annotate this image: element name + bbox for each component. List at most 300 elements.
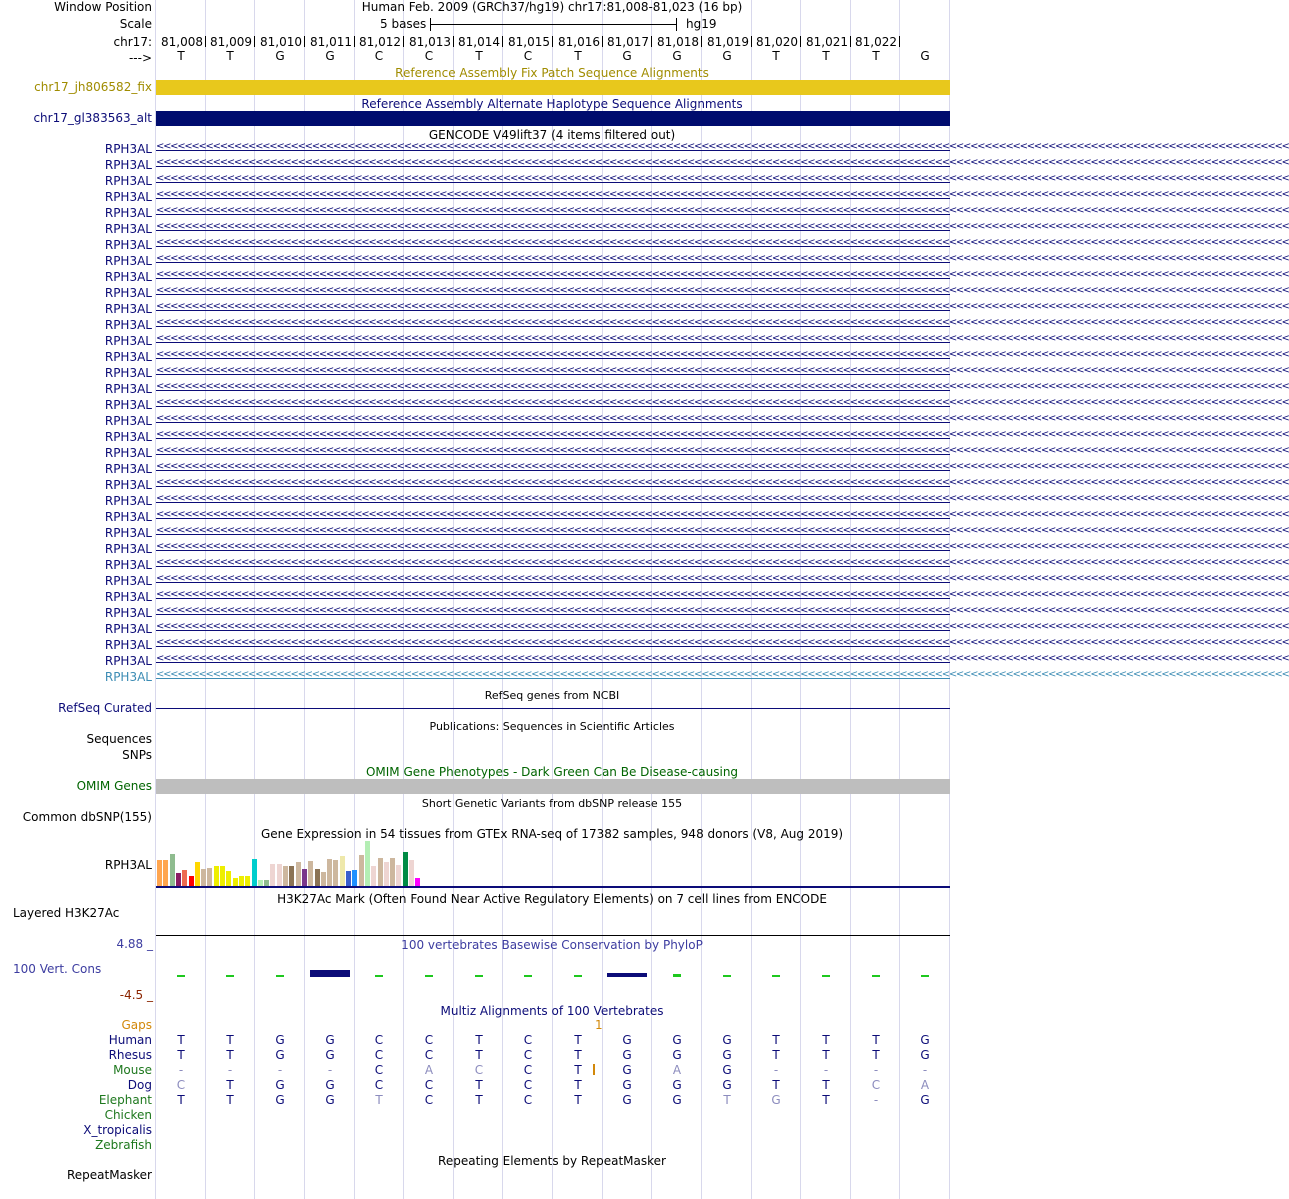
gene-strand-arrows: <<<<<<<<<<<<<<<<<<<<<<<<<<<<<<<<<<<<<<<<<<<<<<<<<<<<<<<<<<<<<<<<<<<<<<<<<<<<<<<<<<<<<<<<<<<<<<<<<<<<<<<<<<<<<<<<<<<<<<<<<<<<<<<<<<<<<<<<<<<<<<<<<<<<<<<<<<<<<<<< [156, 301, 1289, 312]
h3k27ac-track-label[interactable]: Layered H3K27Ac [13, 906, 120, 920]
gene-strand-arrows: <<<<<<<<<<<<<<<<<<<<<<<<<<<<<<<<<<<<<<<<<<<<<<<<<<<<<<<<<<<<<<<<<<<<<<<<<<<<<<<<<<<<<<<<<<<<<<<<<<<<<<<<<<<<<<<<<<<<<<<<<<<<<<<<<<<<<<<<<<<<<<<<<<<<<<<<<<<<<<<< [156, 445, 1289, 456]
gencode-gene-feature[interactable] [156, 157, 1289, 172]
gencode-gene-label[interactable]: RPH3AL [104, 206, 152, 220]
multiz-base: T [375, 1093, 383, 1107]
gtex-tissue-bar[interactable] [258, 880, 263, 886]
gene-strand-arrows: <<<<<<<<<<<<<<<<<<<<<<<<<<<<<<<<<<<<<<<<<<<<<<<<<<<<<<<<<<<<<<<<<<<<<<<<<<<<<<<<<<<<<<<<<<<<<<<<<<<<<<<<<<<<<<<<<<<<<<<<<<<<<<<<<<<<<<<<<<<<<<<<<<<<<<<<<<<<<<<< [156, 509, 1289, 520]
phylop-score-mark [772, 975, 780, 977]
h3k27ac-track-title: H3K27Ac Mark (Often Found Near Active Regulatory Elements) on 7 cell lines from ENCODE [277, 892, 827, 906]
gene-strand-arrows: <<<<<<<<<<<<<<<<<<<<<<<<<<<<<<<<<<<<<<<<<<<<<<<<<<<<<<<<<<<<<<<<<<<<<<<<<<<<<<<<<<<<<<<<<<<<<<<<<<<<<<<<<<<<<<<<<<<<<<<<<<<<<<<<<<<<<<<<<<<<<<<<<<<<<<<<<<<<<<<< [156, 221, 1289, 232]
gene-strand-arrows: <<<<<<<<<<<<<<<<<<<<<<<<<<<<<<<<<<<<<<<<<<<<<<<<<<<<<<<<<<<<<<<<<<<<<<<<<<<<<<<<<<<<<<<<<<<<<<<<<<<<<<<<<<<<<<<<<<<<<<<<<<<<<<<<<<<<<<<<<<<<<<<<<<<<<<<<<<<<<<<< [156, 557, 1289, 568]
gencode-gene-label[interactable]: RPH3AL [104, 430, 152, 444]
ruler-tick [403, 36, 404, 47]
ruler-position-label: 81,013 [409, 35, 451, 49]
refseq-track-title: RefSeq genes from NCBI [484, 689, 620, 702]
refseq-track-label[interactable]: RefSeq Curated [58, 701, 152, 715]
ruler-base: G [672, 49, 682, 63]
multiz-base: T [475, 1078, 483, 1092]
gtex-tissue-bar[interactable] [390, 858, 395, 886]
phylop-max-label: 4.88 _ [116, 937, 153, 951]
ruler-base: G [920, 49, 930, 63]
gencode-gene-label[interactable]: RPH3AL [104, 142, 152, 156]
ruler-base: G [275, 49, 285, 63]
scale-text: 5 bases [380, 17, 427, 31]
gtex-tissue-bar[interactable] [308, 861, 313, 886]
multiz-base: T [772, 1033, 780, 1047]
gtex-tissue-bar[interactable] [371, 866, 376, 886]
gencode-gene-feature[interactable] [156, 381, 1289, 396]
multiz-base: - [178, 1063, 184, 1077]
gencode-gene-label[interactable]: RPH3AL [104, 558, 152, 572]
multiz-base: C [424, 1033, 434, 1047]
gencode-gene-feature[interactable] [156, 333, 1289, 348]
gene-strand-arrows: <<<<<<<<<<<<<<<<<<<<<<<<<<<<<<<<<<<<<<<<<<<<<<<<<<<<<<<<<<<<<<<<<<<<<<<<<<<<<<<<<<<<<<<<<<<<<<<<<<<<<<<<<<<<<<<<<<<<<<<<<<<<<<<<<<<<<<<<<<<<<<<<<<<<<<<<<<<<<<<< [156, 621, 1289, 632]
ruler-tick [254, 36, 255, 47]
multiz-base: T [772, 1078, 780, 1092]
omim-track-title: OMIM Gene Phenotypes - Dark Green Can Be Disease-causing [365, 765, 739, 779]
ruler-position-label: 81,011 [310, 35, 352, 49]
ruler-position-label: 81,019 [707, 35, 749, 49]
gtex-tissue-bar[interactable] [283, 866, 288, 886]
gtex-tissue-bar[interactable] [321, 872, 326, 886]
gene-strand-arrows: <<<<<<<<<<<<<<<<<<<<<<<<<<<<<<<<<<<<<<<<<<<<<<<<<<<<<<<<<<<<<<<<<<<<<<<<<<<<<<<<<<<<<<<<<<<<<<<<<<<<<<<<<<<<<<<<<<<<<<<<<<<<<<<<<<<<<<<<<<<<<<<<<<<<<<<<<<<<<<<< [156, 365, 1289, 376]
gene-strand-arrows: <<<<<<<<<<<<<<<<<<<<<<<<<<<<<<<<<<<<<<<<<<<<<<<<<<<<<<<<<<<<<<<<<<<<<<<<<<<<<<<<<<<<<<<<<<<<<<<<<<<<<<<<<<<<<<<<<<<<<<<<<<<<<<<<<<<<<<<<<<<<<<<<<<<<<<<<<<<<<<<< [156, 541, 1289, 552]
gencode-gene-feature[interactable] [156, 141, 1289, 156]
gencode-gene-feature[interactable] [156, 301, 1289, 316]
ruler-base: T [872, 49, 880, 63]
gtex-tissue-bar[interactable] [352, 870, 357, 886]
multiz-base: G [771, 1093, 781, 1107]
multiz-species-label[interactable]: Elephant [98, 1093, 152, 1107]
multiz-base: C [374, 1078, 384, 1092]
gencode-gene-label[interactable]: RPH3AL [104, 318, 152, 332]
ruler-tick [899, 36, 900, 47]
multiz-base: C [374, 1063, 384, 1077]
phylop-score-mark [822, 975, 830, 977]
gene-strand-arrows: <<<<<<<<<<<<<<<<<<<<<<<<<<<<<<<<<<<<<<<<<<<<<<<<<<<<<<<<<<<<<<<<<<<<<<<<<<<<<<<<<<<<<<<<<<<<<<<<<<<<<<<<<<<<<<<<<<<<<<<<<<<<<<<<<<<<<<<<<<<<<<<<<<<<<<<<<<<<<<<< [156, 461, 1289, 472]
ruler-base: T [822, 49, 830, 63]
h3k27ac-baseline [156, 935, 950, 936]
gtex-tissue-bar[interactable] [296, 862, 301, 886]
gtex-tissue-bar[interactable] [201, 869, 206, 886]
publications-track-title: Publications: Sequences in Scientific Articles [429, 720, 675, 733]
multiz-base: T [475, 1093, 483, 1107]
ruler-position-label: 81,012 [359, 35, 401, 49]
gene-strand-arrows: <<<<<<<<<<<<<<<<<<<<<<<<<<<<<<<<<<<<<<<<<<<<<<<<<<<<<<<<<<<<<<<<<<<<<<<<<<<<<<<<<<<<<<<<<<<<<<<<<<<<<<<<<<<<<<<<<<<<<<<<<<<<<<<<<<<<<<<<<<<<<<<<<<<<<<<<<<<<<<<< [156, 237, 1289, 248]
gencode-gene-label[interactable]: RPH3AL [104, 462, 152, 476]
multiz-base: G [672, 1048, 682, 1062]
multiz-base: T [475, 1033, 483, 1047]
multiz-base: T [574, 1078, 582, 1092]
gtex-tissue-bar[interactable] [207, 868, 212, 886]
gencode-gene-label[interactable]: RPH3AL [104, 542, 152, 556]
gencode-gene-label[interactable]: RPH3AL [104, 270, 152, 284]
ruler-position-label: 81,017 [607, 35, 649, 49]
multiz-base: T [574, 1093, 582, 1107]
multiz-species-label[interactable]: Dog [127, 1078, 152, 1092]
multiz-base: A [672, 1063, 682, 1077]
gene-strand-arrows: <<<<<<<<<<<<<<<<<<<<<<<<<<<<<<<<<<<<<<<<<<<<<<<<<<<<<<<<<<<<<<<<<<<<<<<<<<<<<<<<<<<<<<<<<<<<<<<<<<<<<<<<<<<<<<<<<<<<<<<<<<<<<<<<<<<<<<<<<<<<<<<<<<<<<<<<<<<<<<<< [156, 349, 1289, 360]
scale-bar [430, 24, 677, 25]
multiz-base: A [920, 1078, 930, 1092]
omim-gene-bar[interactable] [156, 779, 950, 794]
scale-bar-left-cap [430, 18, 431, 31]
gtex-tissue-bar[interactable] [289, 866, 294, 886]
multiz-base: T [872, 1048, 880, 1062]
gene-strand-arrows: <<<<<<<<<<<<<<<<<<<<<<<<<<<<<<<<<<<<<<<<<<<<<<<<<<<<<<<<<<<<<<<<<<<<<<<<<<<<<<<<<<<<<<<<<<<<<<<<<<<<<<<<<<<<<<<<<<<<<<<<<<<<<<<<<<<<<<<<<<<<<<<<<<<<<<<<<<<<<<<< [156, 637, 1289, 648]
ruler-base: T [226, 49, 234, 63]
phylop-score-mark [673, 974, 681, 977]
track-data-pane [156, 0, 1289, 1199]
gencode-gene-feature[interactable] [156, 541, 1289, 556]
alt-haplotype-track-title: Reference Assembly Alternate Haplotype Sequence Alignments [361, 97, 743, 111]
gtex-tissue-bar[interactable] [157, 860, 162, 886]
gtex-gene-label[interactable]: RPH3AL [104, 858, 152, 872]
ruler-tick [304, 36, 305, 47]
gtex-tissue-bar[interactable] [195, 862, 200, 886]
multiz-base: G [325, 1093, 335, 1107]
gencode-gene-label[interactable]: RPH3AL [104, 478, 152, 492]
ruler-base: T [772, 49, 780, 63]
ruler-base: C [374, 49, 384, 63]
multiz-species-label[interactable]: Zebrafish [95, 1138, 152, 1152]
gencode-gene-label[interactable]: RPH3AL [104, 526, 152, 540]
fix-patch-track-label[interactable]: chr17_jh806582_fix [34, 80, 152, 94]
gene-strand-arrows: <<<<<<<<<<<<<<<<<<<<<<<<<<<<<<<<<<<<<<<<<<<<<<<<<<<<<<<<<<<<<<<<<<<<<<<<<<<<<<<<<<<<<<<<<<<<<<<<<<<<<<<<<<<<<<<<<<<<<<<<<<<<<<<<<<<<<<<<<<<<<<<<<<<<<<<<<<<<<<<< [156, 669, 1289, 680]
fix-patch-track-title: Reference Assembly Fix Patch Sequence Alignments [395, 66, 709, 80]
multiz-base: - [922, 1063, 928, 1077]
gencode-gene-label[interactable]: RPH3AL [104, 238, 152, 252]
ruler-base: T [574, 49, 582, 63]
gene-strand-arrows: <<<<<<<<<<<<<<<<<<<<<<<<<<<<<<<<<<<<<<<<<<<<<<<<<<<<<<<<<<<<<<<<<<<<<<<<<<<<<<<<<<<<<<<<<<<<<<<<<<<<<<<<<<<<<<<<<<<<<<<<<<<<<<<<<<<<<<<<<<<<<<<<<<<<<<<<<<<<<<<< [156, 413, 1289, 424]
ruler-base: C [424, 49, 434, 63]
multiz-base: G [325, 1033, 335, 1047]
ruler-position-label: 81,016 [558, 35, 600, 49]
multiz-base: C [424, 1048, 434, 1062]
multiz-base: T [822, 1048, 830, 1062]
gtex-tissue-bar[interactable] [396, 865, 401, 886]
gtex-tissue-bar[interactable] [359, 855, 364, 886]
multiz-base: G [622, 1048, 632, 1062]
gtex-tissue-bar[interactable] [264, 880, 269, 886]
gencode-gene-label[interactable]: RPH3AL [104, 174, 152, 188]
gap-count: 1 [595, 1018, 603, 1032]
phylop-score-mark [310, 970, 350, 977]
gene-strand-arrows: <<<<<<<<<<<<<<<<<<<<<<<<<<<<<<<<<<<<<<<<<<<<<<<<<<<<<<<<<<<<<<<<<<<<<<<<<<<<<<<<<<<<<<<<<<<<<<<<<<<<<<<<<<<<<<<<<<<<<<<<<<<<<<<<<<<<<<<<<<<<<<<<<<<<<<<<<<<<<<<< [156, 285, 1289, 296]
ruler-tick [751, 36, 752, 47]
phylop-score-mark [872, 975, 880, 977]
gencode-gene-feature[interactable] [156, 397, 1289, 412]
multiz-species-label[interactable]: X_tropicalis [83, 1123, 152, 1137]
gencode-gene-label[interactable]: RPH3AL [104, 446, 152, 460]
ruler-tick [701, 36, 702, 47]
gencode-gene-label[interactable]: RPH3AL [104, 398, 152, 412]
gene-strand-arrows: <<<<<<<<<<<<<<<<<<<<<<<<<<<<<<<<<<<<<<<<<<<<<<<<<<<<<<<<<<<<<<<<<<<<<<<<<<<<<<<<<<<<<<<<<<<<<<<<<<<<<<<<<<<<<<<<<<<<<<<<<<<<<<<<<<<<<<<<<<<<<<<<<<<<<<<<<<<<<<<< [156, 269, 1289, 280]
gencode-gene-label[interactable]: RPH3AL [104, 190, 152, 204]
multiz-base: T [226, 1093, 234, 1107]
multiz-base: C [523, 1078, 533, 1092]
gencode-gene-label[interactable]: RPH3AL [104, 638, 152, 652]
multiz-base: T [574, 1063, 582, 1077]
gencode-gene-feature[interactable] [156, 605, 1289, 620]
multiz-species-label[interactable]: Rhesus [108, 1048, 152, 1062]
gap-insertion-mark [593, 1064, 595, 1075]
gtex-track-title: Gene Expression in 54 tissues from GTEx RNA-seq of 17382 samples, 948 donors (V8, Aug 2019) [260, 827, 844, 841]
ruler-position-label: 81,022 [855, 35, 897, 49]
gencode-gene-label[interactable]: RPH3AL [104, 670, 152, 684]
ruler-tick [205, 36, 206, 47]
phylop-track-title: 100 vertebrates Basewise Conservation by PhyloP [401, 938, 703, 952]
gencode-gene-label[interactable]: RPH3AL [104, 286, 152, 300]
phylop-score-mark [425, 975, 433, 977]
gtex-tissue-bar[interactable] [302, 869, 307, 886]
window-position-label: Window Position [54, 0, 152, 14]
gtex-tissue-bar[interactable] [340, 856, 345, 886]
gencode-gene-feature[interactable] [156, 285, 1289, 300]
gene-strand-arrows: <<<<<<<<<<<<<<<<<<<<<<<<<<<<<<<<<<<<<<<<<<<<<<<<<<<<<<<<<<<<<<<<<<<<<<<<<<<<<<<<<<<<<<<<<<<<<<<<<<<<<<<<<<<<<<<<<<<<<<<<<<<<<<<<<<<<<<<<<<<<<<<<<<<<<<<<<<<<<<<< [156, 157, 1289, 168]
gencode-gene-label[interactable]: RPH3AL [104, 414, 152, 428]
ruler-tick [651, 36, 652, 47]
gtex-tissue-bar[interactable] [409, 860, 414, 886]
gencode-gene-label[interactable]: RPH3AL [104, 158, 152, 172]
gene-strand-arrows: <<<<<<<<<<<<<<<<<<<<<<<<<<<<<<<<<<<<<<<<<<<<<<<<<<<<<<<<<<<<<<<<<<<<<<<<<<<<<<<<<<<<<<<<<<<<<<<<<<<<<<<<<<<<<<<<<<<<<<<<<<<<<<<<<<<<<<<<<<<<<<<<<<<<<<<<<<<<<<<< [156, 205, 1289, 216]
gtex-tissue-bar[interactable] [239, 876, 244, 886]
ruler-position-label: 81,014 [458, 35, 500, 49]
gencode-gene-label[interactable]: RPH3AL [104, 350, 152, 364]
gencode-gene-feature[interactable] [156, 173, 1289, 188]
multiz-base: - [823, 1063, 829, 1077]
multiz-base: C [374, 1033, 384, 1047]
alt-haplotype-alignment-bar[interactable] [156, 111, 950, 126]
gtex-tissue-bar[interactable] [378, 858, 383, 886]
gencode-gene-feature[interactable] [156, 349, 1289, 364]
dbsnp-track-label[interactable]: Common dbSNP(155) [22, 810, 152, 824]
multiz-base: G [672, 1093, 682, 1107]
omim-track-label[interactable]: OMIM Genes [76, 779, 152, 793]
phylop-score-mark [475, 975, 483, 977]
ruler-base: T [475, 49, 483, 63]
gencode-gene-label[interactable]: RPH3AL [104, 606, 152, 620]
multiz-base: G [722, 1078, 732, 1092]
gene-strand-arrows: <<<<<<<<<<<<<<<<<<<<<<<<<<<<<<<<<<<<<<<<<<<<<<<<<<<<<<<<<<<<<<<<<<<<<<<<<<<<<<<<<<<<<<<<<<<<<<<<<<<<<<<<<<<<<<<<<<<<<<<<<<<<<<<<<<<<<<<<<<<<<<<<<<<<<<<<<<<<<<<< [156, 493, 1289, 504]
gtex-tissue-bar[interactable] [226, 871, 231, 886]
multiz-species-label[interactable]: Mouse [113, 1063, 152, 1077]
gene-strand-arrows: <<<<<<<<<<<<<<<<<<<<<<<<<<<<<<<<<<<<<<<<<<<<<<<<<<<<<<<<<<<<<<<<<<<<<<<<<<<<<<<<<<<<<<<<<<<<<<<<<<<<<<<<<<<<<<<<<<<<<<<<<<<<<<<<<<<<<<<<<<<<<<<<<<<<<<<<<<<<<<<< [156, 429, 1289, 440]
multiz-base: G [722, 1048, 732, 1062]
gencode-gene-feature[interactable] [156, 413, 1289, 428]
multiz-base: T [574, 1048, 582, 1062]
multiz-base: C [523, 1033, 533, 1047]
gene-strand-arrows: <<<<<<<<<<<<<<<<<<<<<<<<<<<<<<<<<<<<<<<<<<<<<<<<<<<<<<<<<<<<<<<<<<<<<<<<<<<<<<<<<<<<<<<<<<<<<<<<<<<<<<<<<<<<<<<<<<<<<<<<<<<<<<<<<<<<<<<<<<<<<<<<<<<<<<<<<<<<<<<< [156, 605, 1289, 616]
gtex-tissue-bar[interactable] [252, 859, 257, 886]
multiz-base: G [622, 1033, 632, 1047]
gencode-gene-feature[interactable] [156, 477, 1289, 492]
gencode-gene-feature[interactable] [156, 525, 1289, 540]
multiz-base: - [277, 1063, 283, 1077]
multiz-base: T [872, 1033, 880, 1047]
phylop-score-mark [921, 975, 929, 977]
strand-label: ---> [128, 51, 152, 65]
multiz-base: - [773, 1063, 779, 1077]
gencode-gene-feature[interactable] [156, 317, 1289, 332]
gtex-tissue-bar[interactable] [327, 859, 332, 886]
ruler-position-label: 81,021 [806, 35, 848, 49]
gtex-tissue-bar[interactable] [189, 876, 194, 886]
gencode-gene-feature[interactable] [156, 589, 1289, 604]
phylop-score-mark [375, 975, 383, 977]
gencode-gene-feature[interactable] [156, 509, 1289, 524]
gencode-gene-feature[interactable] [156, 557, 1289, 572]
multiz-base: A [424, 1063, 434, 1077]
repeatmasker-track-title: Repeating Elements by RepeatMasker [438, 1154, 666, 1168]
multiz-base: G [622, 1093, 632, 1107]
publications-snps-label[interactable]: SNPs [122, 748, 152, 762]
gene-strand-arrows: <<<<<<<<<<<<<<<<<<<<<<<<<<<<<<<<<<<<<<<<<<<<<<<<<<<<<<<<<<<<<<<<<<<<<<<<<<<<<<<<<<<<<<<<<<<<<<<<<<<<<<<<<<<<<<<<<<<<<<<<<<<<<<<<<<<<<<<<<<<<<<<<<<<<<<<<<<<<<<<< [156, 573, 1289, 584]
alt-haplotype-track-label[interactable]: chr17_gl383563_alt [33, 111, 152, 125]
gencode-gene-feature[interactable] [156, 253, 1289, 268]
repeatmasker-track-label[interactable]: RepeatMasker [66, 1168, 152, 1182]
gene-strand-arrows: <<<<<<<<<<<<<<<<<<<<<<<<<<<<<<<<<<<<<<<<<<<<<<<<<<<<<<<<<<<<<<<<<<<<<<<<<<<<<<<<<<<<<<<<<<<<<<<<<<<<<<<<<<<<<<<<<<<<<<<<<<<<<<<<<<<<<<<<<<<<<<<<<<<<<<<<<<<<<<<< [156, 477, 1289, 488]
multiz-base: T [475, 1048, 483, 1062]
gencode-gene-feature[interactable] [156, 573, 1289, 588]
phylop-score-mark [177, 975, 185, 977]
gtex-tissue-bar[interactable] [415, 878, 420, 886]
multiz-base: T [226, 1033, 234, 1047]
gencode-gene-feature[interactable] [156, 269, 1289, 284]
multiz-base: G [325, 1078, 335, 1092]
phylop-score-mark [574, 975, 582, 977]
gencode-gene-feature[interactable] [156, 653, 1289, 668]
gencode-gene-label[interactable]: RPH3AL [104, 654, 152, 668]
multiz-species-label[interactable]: Chicken [104, 1108, 152, 1122]
gencode-gene-feature[interactable] [156, 445, 1289, 460]
multiz-base: G [622, 1063, 632, 1077]
multiz-base: T [723, 1093, 731, 1107]
multiz-base: G [722, 1033, 732, 1047]
gencode-gene-label[interactable]: RPH3AL [104, 494, 152, 508]
multiz-base: G [275, 1033, 285, 1047]
ruler-base: T [177, 49, 185, 63]
multiz-base: C [523, 1048, 533, 1062]
multiz-base: T [574, 1033, 582, 1047]
gencode-gene-label[interactable]: RPH3AL [104, 334, 152, 348]
gtex-tissue-bar[interactable] [170, 854, 175, 886]
assembly-position-text: Human Feb. 2009 (GRCh37/hg19) chr17:81,008-81,023 (16 bp) [361, 0, 743, 14]
gencode-gene-feature[interactable] [156, 461, 1289, 476]
ruler-base: C [523, 49, 533, 63]
gene-strand-arrows: <<<<<<<<<<<<<<<<<<<<<<<<<<<<<<<<<<<<<<<<<<<<<<<<<<<<<<<<<<<<<<<<<<<<<<<<<<<<<<<<<<<<<<<<<<<<<<<<<<<<<<<<<<<<<<<<<<<<<<<<<<<<<<<<<<<<<<<<<<<<<<<<<<<<<<<<<<<<<<<< [156, 173, 1289, 184]
ruler-tick [502, 36, 503, 47]
gtex-tissue-bar[interactable] [333, 860, 338, 886]
multiz-base: T [177, 1048, 185, 1062]
gtex-tissue-bar[interactable] [384, 862, 389, 886]
gencode-gene-label[interactable]: RPH3AL [104, 254, 152, 268]
gencode-gene-label[interactable]: RPH3AL [104, 590, 152, 604]
ruler-tick [552, 36, 553, 47]
fix-patch-alignment-bar[interactable] [156, 80, 950, 95]
multiz-base: - [327, 1063, 333, 1077]
gencode-gene-feature[interactable] [156, 637, 1289, 652]
multiz-base: T [177, 1033, 185, 1047]
phylop-score-mark [607, 973, 647, 977]
gtex-tissue-bar[interactable] [176, 873, 181, 886]
gtex-tissue-bar[interactable] [220, 866, 225, 886]
phylop-score-mark [276, 975, 284, 977]
multiz-base: - [227, 1063, 233, 1077]
gencode-gene-label[interactable]: RPH3AL [104, 366, 152, 380]
multiz-species-label[interactable]: Human [108, 1033, 152, 1047]
ruler-base: G [325, 49, 335, 63]
gtex-tissue-bar[interactable] [245, 876, 250, 886]
multiz-base: C [176, 1078, 186, 1092]
gtex-tissue-bar[interactable] [346, 871, 351, 886]
gtex-tissue-bar[interactable] [365, 841, 370, 886]
gene-strand-arrows: <<<<<<<<<<<<<<<<<<<<<<<<<<<<<<<<<<<<<<<<<<<<<<<<<<<<<<<<<<<<<<<<<<<<<<<<<<<<<<<<<<<<<<<<<<<<<<<<<<<<<<<<<<<<<<<<<<<<<<<<<<<<<<<<<<<<<<<<<<<<<<<<<<<<<<<<<<<<<<<< [156, 141, 1289, 152]
gencode-gene-feature[interactable] [156, 189, 1289, 204]
multiz-base: T [822, 1078, 830, 1092]
gaps-label[interactable]: Gaps [121, 1018, 152, 1032]
multiz-base: C [474, 1063, 484, 1077]
gencode-gene-label[interactable]: RPH3AL [104, 574, 152, 588]
phylop-track-label[interactable]: 100 Vert. Cons [13, 962, 102, 976]
gene-strand-arrows: <<<<<<<<<<<<<<<<<<<<<<<<<<<<<<<<<<<<<<<<<<<<<<<<<<<<<<<<<<<<<<<<<<<<<<<<<<<<<<<<<<<<<<<<<<<<<<<<<<<<<<<<<<<<<<<<<<<<<<<<<<<<<<<<<<<<<<<<<<<<<<<<<<<<<<<<<<<<<<<< [156, 653, 1289, 664]
gtex-tissue-bar[interactable] [233, 878, 238, 886]
gtex-tissue-bar[interactable] [182, 870, 187, 886]
gencode-gene-label[interactable]: RPH3AL [104, 302, 152, 316]
gtex-tissue-bar[interactable] [315, 869, 320, 886]
ruler-tick [850, 36, 851, 47]
gtex-tissue-bar[interactable] [214, 866, 219, 886]
multiz-base: G [672, 1078, 682, 1092]
gtex-tissue-bar[interactable] [403, 852, 408, 886]
gencode-gene-feature[interactable] [156, 621, 1289, 636]
gencode-gene-feature[interactable] [156, 205, 1289, 220]
gencode-gene-label[interactable]: RPH3AL [104, 622, 152, 636]
ruler-position-label: 81,015 [508, 35, 550, 49]
multiz-base: G [722, 1063, 732, 1077]
ruler-tick [354, 36, 355, 47]
gencode-gene-feature[interactable] [156, 493, 1289, 508]
multiz-base: T [822, 1033, 830, 1047]
publications-sequences-label[interactable]: Sequences [86, 732, 152, 746]
refseq-gene-line[interactable] [156, 708, 950, 709]
gene-strand-arrows: <<<<<<<<<<<<<<<<<<<<<<<<<<<<<<<<<<<<<<<<<<<<<<<<<<<<<<<<<<<<<<<<<<<<<<<<<<<<<<<<<<<<<<<<<<<<<<<<<<<<<<<<<<<<<<<<<<<<<<<<<<<<<<<<<<<<<<<<<<<<<<<<<<<<<<<<<<<<<<<< [156, 381, 1289, 392]
ruler-base: G [722, 49, 732, 63]
gencode-gene-label[interactable]: RPH3AL [104, 510, 152, 524]
ruler-position-label: 81,009 [210, 35, 252, 49]
gencode-gene-feature[interactable] [156, 237, 1289, 252]
multiz-base: - [873, 1063, 879, 1077]
gencode-gene-label[interactable]: RPH3AL [104, 382, 152, 396]
gencode-gene-feature[interactable] [156, 221, 1289, 236]
gtex-tissue-bar[interactable] [270, 864, 275, 886]
gencode-gene-feature[interactable] [156, 669, 1289, 684]
gencode-gene-label[interactable]: RPH3AL [104, 222, 152, 236]
db-label: hg19 [686, 17, 717, 31]
gene-strand-arrows: <<<<<<<<<<<<<<<<<<<<<<<<<<<<<<<<<<<<<<<<<<<<<<<<<<<<<<<<<<<<<<<<<<<<<<<<<<<<<<<<<<<<<<<<<<<<<<<<<<<<<<<<<<<<<<<<<<<<<<<<<<<<<<<<<<<<<<<<<<<<<<<<<<<<<<<<<<<<<<<< [156, 333, 1289, 344]
multiz-base: C [523, 1093, 533, 1107]
gtex-tissue-bar[interactable] [163, 860, 168, 886]
ruler-position-label: 81,008 [161, 35, 203, 49]
multiz-track-title: Multiz Alignments of 100 Vertebrates [440, 1004, 664, 1018]
gene-strand-arrows: <<<<<<<<<<<<<<<<<<<<<<<<<<<<<<<<<<<<<<<<<<<<<<<<<<<<<<<<<<<<<<<<<<<<<<<<<<<<<<<<<<<<<<<<<<<<<<<<<<<<<<<<<<<<<<<<<<<<<<<<<<<<<<<<<<<<<<<<<<<<<<<<<<<<<<<<<<<<<<<< [156, 525, 1289, 536]
multiz-base: T [226, 1048, 234, 1062]
scale-label: Scale [119, 17, 152, 31]
gencode-gene-feature[interactable] [156, 365, 1289, 380]
gencode-gene-feature[interactable] [156, 429, 1289, 444]
gene-strand-arrows: <<<<<<<<<<<<<<<<<<<<<<<<<<<<<<<<<<<<<<<<<<<<<<<<<<<<<<<<<<<<<<<<<<<<<<<<<<<<<<<<<<<<<<<<<<<<<<<<<<<<<<<<<<<<<<<<<<<<<<<<<<<<<<<<<<<<<<<<<<<<<<<<<<<<<<<<<<<<<<<< [156, 253, 1289, 264]
gtex-tissue-bar[interactable] [277, 864, 282, 886]
